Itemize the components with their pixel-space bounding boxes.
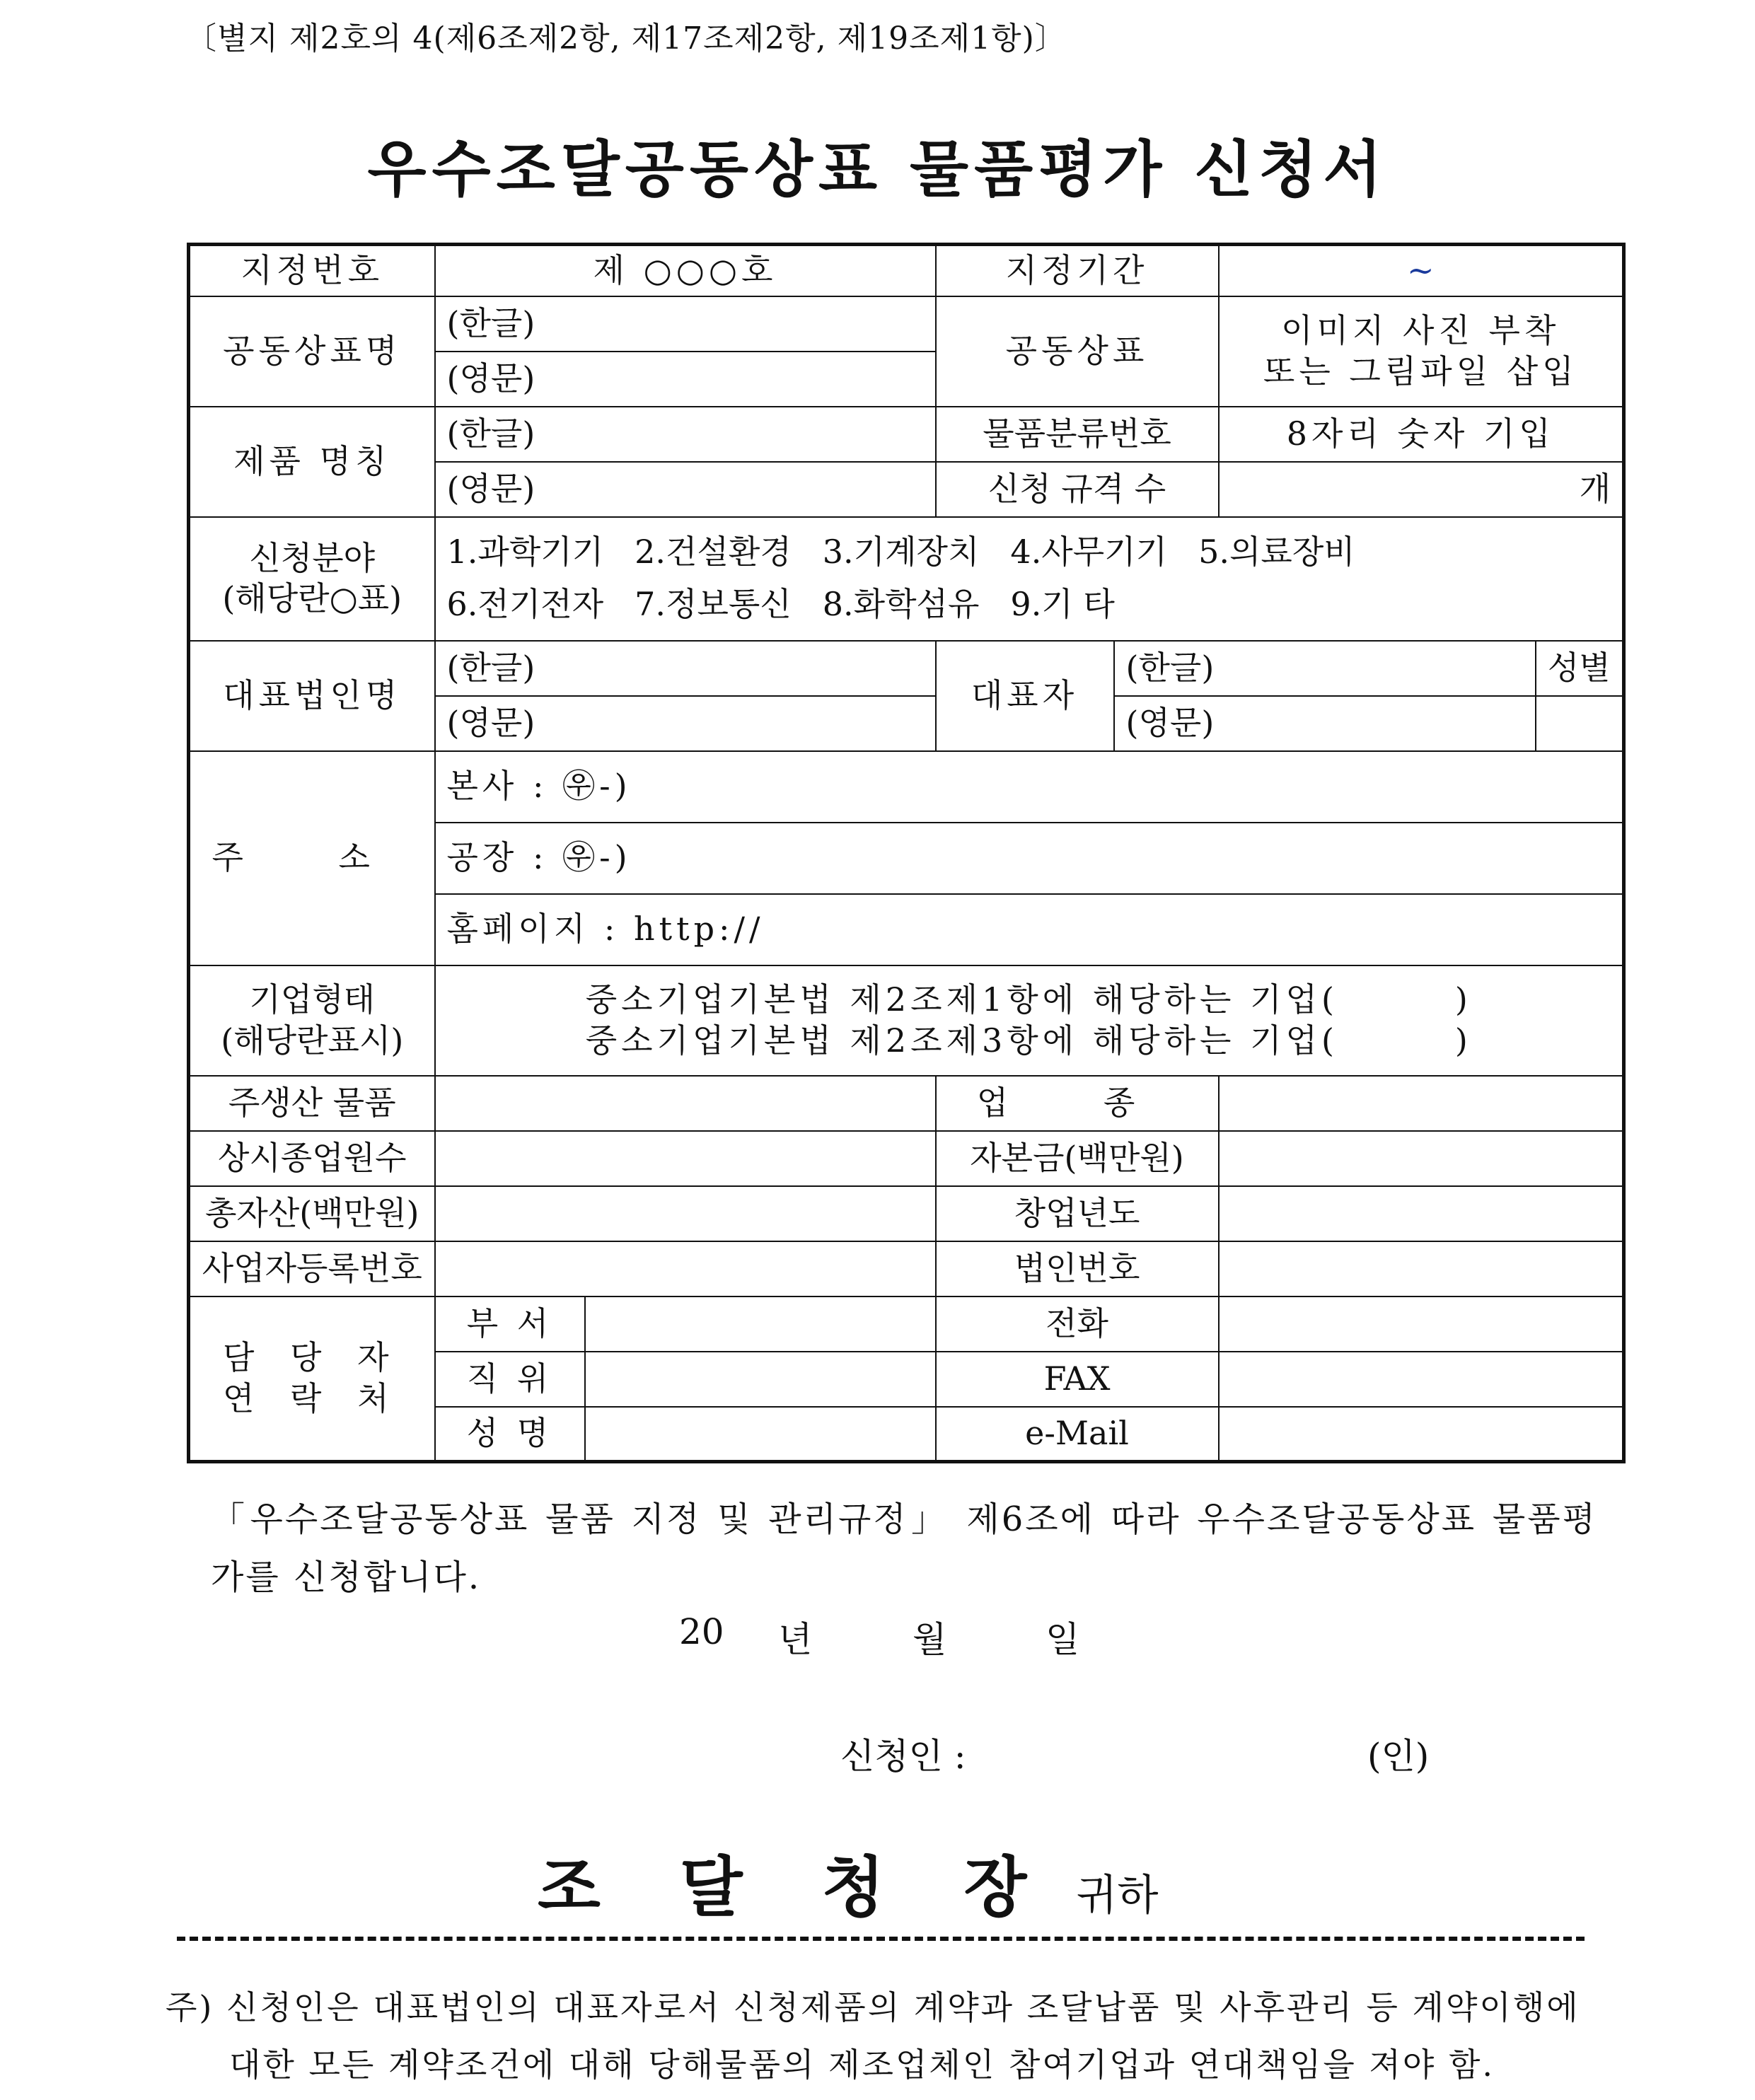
name-label: 성 명 [435, 1407, 585, 1462]
company-type-option-1[interactable]: 중소기업기본법 제2조제1항에 해당하는 기업( ) [585, 980, 1472, 1019]
corp-no-field[interactable] [1219, 1241, 1624, 1296]
factory-address-field[interactable]: 공장 : ㉾-) [435, 823, 1624, 894]
spec-count-field[interactable]: 개 [1219, 462, 1624, 517]
footnote-line1: 주) 신청인은 대표법인의 대표자로서 신청제품의 계약과 조달납품 및 사후관리 등 계약이행에 [166, 1988, 1580, 2026]
capital-label: 자본금(백만원) [936, 1131, 1219, 1186]
recipient-char: 조 [538, 1849, 601, 1925]
representative-korean-field[interactable]: (한글) [1114, 641, 1536, 696]
form-reference: 〔별지 제2호의 4(제6조제2항, 제17조제2항, 제19조제1항)〕 [185, 21, 1067, 57]
position-field[interactable] [585, 1352, 936, 1407]
category-option[interactable]: 6.전기전자 [446, 585, 604, 623]
hq-address-field[interactable]: 본사 : ㉾-) [435, 751, 1624, 823]
founded-field[interactable] [1219, 1186, 1624, 1241]
category-option[interactable]: 5.의료장비 [1198, 533, 1355, 572]
representative-english-field[interactable]: (영문) [1114, 696, 1536, 751]
page-title: 우수조달공동상표 물품평가 신청서 [367, 134, 1388, 205]
email-field[interactable] [1219, 1407, 1624, 1462]
company-type-options[interactable] [435, 965, 1624, 1076]
date-year-unit: 년 [778, 1619, 813, 1660]
category-row-1 [447, 526, 1611, 579]
dept-field[interactable] [585, 1296, 936, 1352]
trademark-hint-line1: 이미지 사진 부착 [1281, 311, 1560, 349]
designation-no-label: 지정번호 [189, 245, 435, 296]
representative-label: 대표자 [936, 641, 1114, 751]
application-statement: 「우수조달공동상표 물품 지정 및 관리규정」 제6조에 따라 우수조달공동상표 물품평가를 신청합니다. [211, 1499, 1597, 1597]
corp-name-english-field[interactable]: (영문) [435, 696, 936, 751]
field-label [189, 517, 435, 641]
gender-label: 성별 [1536, 641, 1624, 696]
classification-field[interactable]: 8자리 숫자 기입 [1219, 407, 1624, 462]
main-product-label: 주생산 물품 [189, 1076, 435, 1131]
founded-label: 창업년도 [936, 1186, 1219, 1241]
trademark-label: 공동상표 [936, 296, 1219, 407]
date-year[interactable]: 20 [679, 1611, 724, 1652]
classification-label: 물품분류번호 [936, 407, 1219, 462]
total-assets-field[interactable] [435, 1186, 936, 1241]
category-option[interactable]: 8.화학섬유 [822, 585, 980, 623]
company-type-label [189, 965, 435, 1076]
category-option[interactable]: 2.건설환경 [635, 533, 792, 572]
product-name-korean-field[interactable]: (한글) [435, 407, 936, 462]
applicant-label: 신청인 : [840, 1736, 966, 1777]
recipient-suffix: 귀하 [1076, 1871, 1159, 1920]
company-type-label-line2: (해당란표시) [221, 1021, 404, 1060]
address-label: 주 소 [189, 751, 435, 965]
contact-label [189, 1296, 435, 1462]
field-label-line2: (해당란○표) [222, 579, 402, 617]
biz-reg-field[interactable] [435, 1241, 936, 1296]
biz-reg-label: 사업자등록번호 [189, 1241, 435, 1296]
recipient [538, 1835, 1158, 1929]
category-option[interactable]: 3.기계장치 [822, 533, 980, 572]
industry-field[interactable] [1219, 1076, 1624, 1131]
designation-period-value[interactable]: ~ [1219, 245, 1624, 296]
category-option[interactable]: 1.과학기기 [446, 533, 604, 572]
dashed-divider [177, 1937, 1585, 1941]
product-name-label: 제품 명칭 [189, 407, 435, 517]
position-label: 직 위 [435, 1352, 585, 1407]
homepage-field[interactable]: 홈페이지 : http:// [435, 894, 1624, 965]
dept-label: 부 서 [435, 1296, 585, 1352]
footnote-line2: 대한 모든 계약조건에 대해 당해물품의 제조업체인 참여기업과 연대책임을 져야 함. [229, 2045, 1495, 2084]
contact-label-line1: 담 당 자 [222, 1338, 402, 1377]
designation-period-label: 지정기간 [936, 245, 1219, 296]
capital-field[interactable] [1219, 1131, 1624, 1186]
category-options[interactable] [435, 517, 1624, 641]
corp-name-korean-field[interactable]: (한글) [435, 641, 936, 696]
trademark-image-field[interactable] [1219, 296, 1624, 407]
email-label: e-Mail [936, 1407, 1219, 1462]
phone-field[interactable] [1219, 1296, 1624, 1352]
corp-no-label: 법인번호 [936, 1241, 1219, 1296]
corp-name-label: 대표법인명 [189, 641, 435, 751]
category-option[interactable]: 9.기 타 [1010, 585, 1115, 623]
spec-count-label: 신청 규격 수 [936, 462, 1219, 517]
fax-label: FAX [936, 1352, 1219, 1407]
contact-label-line2: 연 락 처 [222, 1379, 402, 1417]
seal-label[interactable]: (인) [1367, 1736, 1430, 1777]
category-option[interactable]: 7.정보통신 [635, 585, 792, 623]
date-day-unit: 일 [1046, 1619, 1080, 1660]
field-label-line1: 신청분야 [249, 538, 376, 577]
trademark-hint-line2: 또는 그림파일 삽입 [1263, 352, 1578, 390]
main-product-field[interactable] [435, 1076, 936, 1131]
recipient-char: 청 [821, 1849, 885, 1925]
trademark-name-korean-field[interactable]: (한글) [435, 296, 936, 352]
employees-field[interactable] [435, 1131, 936, 1186]
product-name-english-field[interactable]: (영문) [435, 462, 936, 517]
company-type-label-line1: 기업형태 [249, 980, 376, 1019]
employees-label: 상시종업원수 [189, 1131, 435, 1186]
recipient-char: 장 [963, 1849, 1027, 1925]
fax-field[interactable] [1219, 1352, 1624, 1407]
phone-label: 전화 [936, 1296, 1219, 1352]
application-form-table [187, 243, 1626, 1463]
trademark-name-english-field[interactable]: (영문) [435, 352, 936, 407]
company-type-option-2[interactable]: 중소기업기본법 제2조제3항에 해당하는 기업( ) [585, 1021, 1472, 1060]
industry-label: 업 종 [936, 1076, 1219, 1131]
gender-field[interactable] [1536, 696, 1624, 751]
designation-no-value[interactable]: 제 ○○○호 [435, 245, 936, 296]
name-field[interactable] [585, 1407, 936, 1462]
footnote [166, 1979, 1587, 2093]
total-assets-label: 총자산(백만원) [189, 1186, 435, 1241]
date-month-unit: 월 [913, 1619, 947, 1660]
category-row-2 [447, 579, 1611, 631]
category-option[interactable]: 4.사무기기 [1010, 533, 1168, 572]
recipient-char: 달 [679, 1849, 743, 1925]
trademark-name-label: 공동상표명 [189, 296, 435, 407]
